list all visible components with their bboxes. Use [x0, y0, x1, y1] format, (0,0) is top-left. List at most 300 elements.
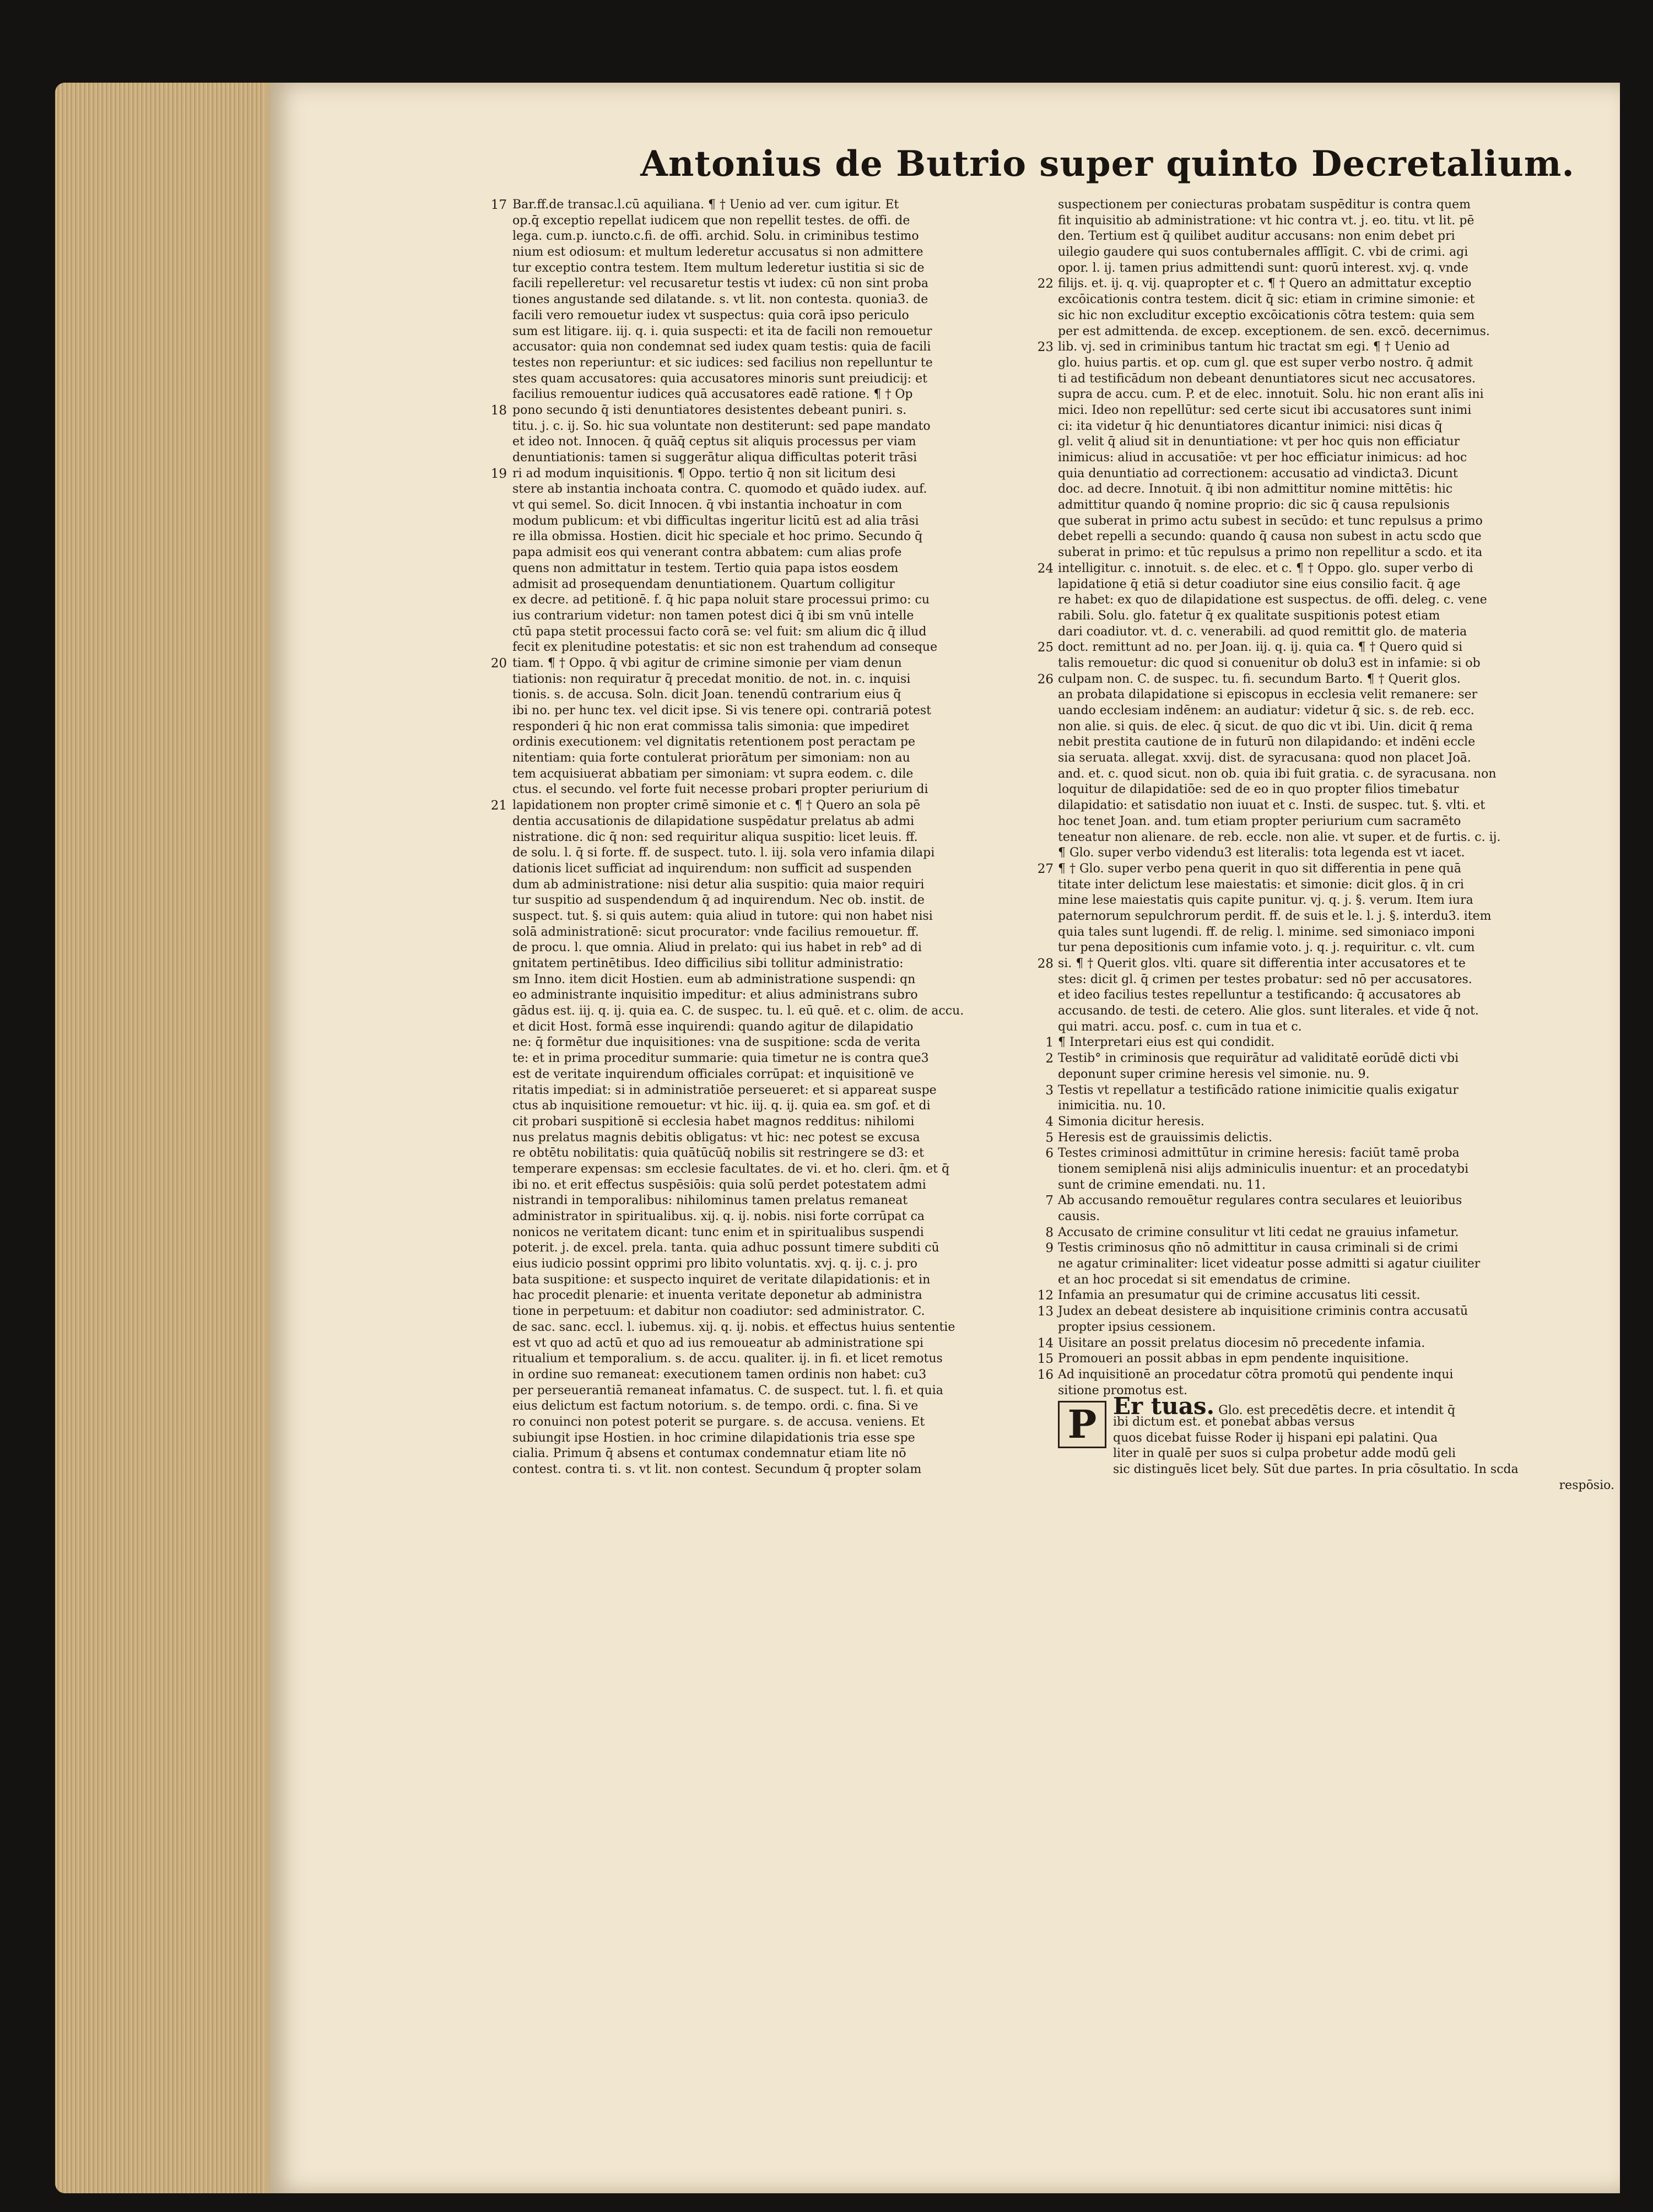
text-line: [1058, 245, 1614, 261]
text-line: [1058, 261, 1614, 277]
paragraph-line: [1058, 1393, 1614, 1420]
line-text: ¶ Glo. super verbo videndu3 est literalis: tota legenda est vt iacet.: [1058, 846, 1465, 860]
line-text: de sac. sanc. eccl. l. iubemus. xij. q. ij. nobis. et effectus huius sententie: [512, 1320, 955, 1334]
line-text: si. ¶ † Querit glos. vlti. quare sit differentia inter accusatores et te: [1058, 957, 1466, 970]
text-line: [512, 1399, 1074, 1415]
text-line: [512, 1367, 1074, 1383]
line-text: ibi no. per hunc tex. vel dicit ipse. Si vis tenere opi. contrariā potest: [512, 704, 932, 717]
line-text: eius delictum est factum notorium. s. de tempo. ordi. c. fina. Si ve: [512, 1399, 919, 1413]
line-text: supra de accu. cum. P. et de elec. innotuit. Solu. hic non erant alīs ini: [1058, 387, 1484, 402]
line-text: den. Tertium est q̄ quilibet auditur accusans: non enim debet pri: [1058, 229, 1455, 244]
line-text: in ordine suo remaneat: executionem tamen ordinis non habet: cu3: [512, 1367, 927, 1382]
line-text: doct. remittunt ad no. per Joan. iij. q. ij. quia ca. ¶ † Quero quid si: [1058, 640, 1463, 655]
text-line: [1058, 782, 1614, 798]
text-line: [512, 830, 1074, 846]
text-line: [1058, 403, 1614, 419]
line-text: ritatis impediat: si in administratiōe perseueret: et si appareat suspe: [512, 1083, 937, 1097]
text-line: [512, 387, 1074, 403]
line-text: dum ab administratione: nisi detur alia suspitio: quia maior requiri: [512, 877, 925, 892]
line-text: et ideo not. Innocen. q̄ quāq̄ ceptus sit aliquis processus per viam: [512, 435, 916, 449]
line-text: uando ecclesiam indēnem: an audiatur: videtur q̄ sic. s. de reb. ecc.: [1058, 704, 1474, 717]
line-text: sic hic non excluditur exceptio excōicationis cōtra testem: quia sem: [1058, 308, 1475, 322]
line-text: fit inquisitio ab administratione: vt hic contra vt. j. eo. titu. vt lit. pē: [1058, 213, 1474, 228]
text-line: [1037, 1304, 1614, 1320]
margin-number: 28: [1037, 957, 1054, 971]
text-line: [1058, 798, 1614, 814]
line-text: sum est litigare. iij. q. i. quia suspecti: et ita de facili non remouetur: [512, 324, 932, 338]
text-line: [1058, 592, 1614, 608]
text-line: [512, 1051, 1074, 1067]
text-line: [1058, 1098, 1614, 1114]
line-text: nus prelatus magnis debitis obligatus: vt hic: nec potest se excusa: [512, 1130, 920, 1145]
margin-number: 17: [490, 198, 507, 212]
line-text: talis remouetur: dic quod si conuenitur ob dolu3 est in infamie: si ob: [1058, 656, 1481, 670]
line-text: cialia. Primum q̄ absens et contumax condemnatur etiam lite nō: [512, 1447, 906, 1461]
text-line: [1058, 419, 1614, 435]
line-text: nistrandi in temporalibus: nihilominus tamen prelatus remaneat: [512, 1194, 908, 1208]
line-text: ri ad modum inquisitionis. ¶ Oppo. tertio q̄ non sit licitum desi: [512, 466, 896, 481]
margin-number: 4: [1045, 1114, 1054, 1129]
text-line: [512, 450, 1074, 466]
text-line: [512, 956, 1074, 972]
line-text: Testis criminosus qn̄o nō admittitur in causa criminali si de crimi: [1058, 1241, 1458, 1255]
text-line: [1058, 1162, 1614, 1178]
text-line: [512, 1162, 1074, 1178]
left-column: [490, 197, 1074, 1478]
catchword: respōsio.: [1559, 1478, 1614, 1492]
text-line: [512, 355, 1074, 371]
text-line: [1058, 893, 1614, 909]
line-text: gnitatem pertinētibus. Ideo difficilius sibi tollitur administratio:: [512, 957, 904, 970]
line-text: ex decre. ad petitionē. f. q̄ hic papa noluit stare processui primo: cu: [512, 593, 930, 607]
initial-letter: P: [1067, 1401, 1097, 1448]
text-line: [512, 1178, 1074, 1194]
line-text: nonicos ne veritatem dicant: tunc enim et in spiritualibus suspendi: [512, 1225, 924, 1239]
line-text: suberat in primo: et tūc repulsus a primo non repellitur a scdo. et ita: [1058, 546, 1483, 560]
margin-number: 20: [490, 656, 507, 671]
line-text: inimicitia. nu. 10.: [1058, 1099, 1166, 1113]
line-text: tionem semiplenā nisi alijs adminiculis inuentur: et an procedatybi: [1058, 1162, 1469, 1176]
text-line: [512, 1320, 1074, 1336]
text-line: [1037, 1367, 1614, 1383]
line-text: culpam non. C. de suspec. tu. fi. secundum Barto. ¶ † Querit glos.: [1058, 672, 1461, 686]
text-line: [512, 1256, 1074, 1272]
margin-number: 15: [1037, 1352, 1054, 1367]
text-line: [512, 261, 1074, 277]
text-line: [512, 940, 1074, 956]
text-line: [1058, 324, 1614, 340]
text-line: [1058, 498, 1614, 514]
line-text: gl. velit q̄ aliud sit in denuntiatione: vt per hoc quis non efficiatur: [1058, 435, 1460, 449]
line-text: titate inter delictum lese maiestatis: et simonie: dicit glos. q̄ in cri: [1058, 877, 1464, 892]
initial-paragraph: [1058, 1393, 1614, 1493]
text-line: [512, 545, 1074, 561]
line-text: tiationis: non requiratur q̄ precedat monitio. de not. in. c. inquisi: [512, 672, 911, 686]
line-text: modum publicum: et vbi difficultas ingeritur licitū est ad alia trāsi: [512, 514, 919, 528]
text-line: [512, 529, 1074, 545]
text-line: [512, 1225, 1074, 1241]
line-text: filijs. et. ij. q. vij. quapropter et c. ¶ † Quero an admittatur exceptio: [1058, 277, 1472, 291]
line-text: dilapidatio: et satisdatio non iuuat et c. Insti. de suspec. tut. §. vlti. et: [1058, 799, 1485, 813]
line-text: loquitur de dilapidatiōe: sed de eo in quo propter filios timebatur: [1058, 783, 1459, 797]
line-text: mici. Ideo non repellūtur: sed certe sicut ibi accusatores sunt inimi: [1058, 403, 1472, 417]
text-line: [512, 324, 1074, 340]
line-text: Accusato de crimine consulitur vt liti cedat ne grauius infametur.: [1058, 1225, 1459, 1239]
page-edges: [55, 83, 264, 2193]
line-text: et an hoc procedat si sit emendatus de crimine.: [1058, 1272, 1351, 1287]
text-line: [1058, 972, 1614, 988]
text-line: [1058, 751, 1614, 767]
line-text: tem acquisiuerat abbatiam per simoniam: vt supra eodem. c. dile: [512, 767, 914, 781]
text-line: [512, 1446, 1074, 1462]
text-line: [1037, 339, 1614, 355]
margin-number: 9: [1045, 1241, 1054, 1256]
margin-number: 18: [490, 403, 507, 418]
text-line: [512, 1209, 1074, 1225]
text-line: [1058, 529, 1614, 545]
line-text: sunt de crimine emendati. nu. 11.: [1058, 1178, 1266, 1192]
margin-number: 13: [1037, 1304, 1054, 1319]
text-line: [1045, 1146, 1614, 1162]
text-line: [1058, 687, 1614, 703]
text-line: [512, 877, 1074, 893]
line-text: est vt quo ad actū et quo ad ius remoueatur ab administratione spi: [512, 1336, 923, 1350]
text-line: [490, 798, 1074, 814]
line-text: fecit ex plenitudine potestatis: et sic non est trahendum ad conseque: [512, 640, 938, 655]
book: [55, 83, 1620, 2193]
paragraph-line: sic distinguēs licet bely. Sūt due partes. In pria cōsultatio. In scda: [1113, 1463, 1519, 1476]
line-text: teneatur non alienare. de reb. eccle. non alie. vt super. et de furtis. c. ij.: [1058, 830, 1501, 844]
line-text: quia tales sunt lugendi. ff. de relig. l. minime. sed simoniaco imponi: [1058, 925, 1475, 939]
line-text: ordinis executionem: vel dignitatis retentionem post peractam pe: [512, 735, 916, 749]
line-text: responderi q̄ hic non erat commissa talis simonia: que impediret: [512, 719, 909, 733]
text-line: [512, 814, 1074, 830]
line-text: sia seruata. allegat. xxvij. dist. de syracusana: quod non placet Joā.: [1058, 751, 1471, 765]
margin-number: 26: [1037, 672, 1054, 687]
line-text: nitentiam: quia forte contulerat priorātum per simoniam: non au: [512, 751, 910, 765]
text-line: [1058, 1256, 1614, 1272]
text-line: [512, 482, 1074, 498]
text-line: [512, 213, 1074, 229]
line-text: re illa obmissa. Hostien. dicit hic speciale et hoc primo. Secundo q̄: [512, 530, 923, 544]
text-line: [1058, 466, 1614, 482]
line-text: tur exceptio contra testem. Item multum lederetur iustitia si sic de: [512, 261, 925, 275]
right-column-lines: [1037, 197, 1614, 1399]
line-text: eo administrante inquisitio impeditur: et alius administrans subro: [512, 988, 918, 1002]
text-line: [512, 1304, 1074, 1320]
text-line: [1037, 672, 1614, 688]
margin-number: 25: [1037, 640, 1054, 655]
line-text: sitione promotus est.: [1058, 1383, 1188, 1398]
text-line: [512, 1019, 1074, 1035]
line-text: Testib° in criminosis que requirātur ad validitatē eorūdē dicti vbi: [1058, 1051, 1459, 1066]
text-line: [512, 608, 1074, 624]
text-line: [512, 640, 1074, 656]
line-text: stes: dicit gl. q̄ crimen per testes probatur: sed nō per accusatores.: [1058, 972, 1472, 986]
line-text: op.q̄ exceptio repellat iudicem que non repellit testes. de offi. de: [512, 213, 910, 228]
text-line: [512, 577, 1074, 593]
text-line: [1037, 1351, 1614, 1367]
line-text: ne: q̄ formētur due inquisitiones: vna de suspitione: scda de verita: [512, 1035, 921, 1050]
text-line: [512, 371, 1074, 387]
text-line: [512, 245, 1074, 261]
text-line: [1058, 877, 1614, 893]
text-line: [512, 1193, 1074, 1209]
text-line: [512, 1351, 1074, 1367]
text-line: [512, 782, 1074, 798]
text-line: [512, 767, 1074, 783]
text-line: [1045, 1051, 1614, 1067]
line-text: an probata dilapidatione si episcopus in ecclesia velit remanere: ser: [1058, 688, 1478, 702]
line-text: facili vero remouetur iudex vt suspectus: quia corā ipso periculo: [512, 308, 909, 322]
text-line: [1058, 988, 1614, 1004]
margin-number: 12: [1037, 1288, 1054, 1303]
line-text: facilius remouentur iudices quā accusatores eadē ratione. ¶ † Op: [512, 387, 913, 402]
line-text: tur suspitio ad suspendendum q̄ ad inquirendum. Nec ob. instit. de: [512, 893, 925, 908]
paragraph-line: liter in qualē per suos si culpa probetur adde modū geli: [1113, 1447, 1456, 1461]
text-line: [1037, 640, 1614, 656]
text-line: [1058, 197, 1614, 213]
text-line: [512, 308, 1074, 324]
margin-number: 3: [1045, 1083, 1054, 1098]
text-line: [512, 1431, 1074, 1447]
text-line: [1058, 1209, 1614, 1225]
text-line: [1037, 1336, 1614, 1352]
line-text: per perseuerantiā remaneat infamatus. C. de suspect. tut. l. fi. et quia: [512, 1383, 943, 1398]
text-line: [512, 909, 1074, 925]
text-line: [512, 751, 1074, 767]
line-text: ius contrarium videtur: non tamen potest dici q̄ ibi sm vnū intelle: [512, 608, 914, 623]
line-text: subiungit ipse Hostien. in hoc crimine dilapidationis tria esse spe: [512, 1431, 915, 1445]
paragraph-text: Glo. est precedētis decre. et intendit q̄: [1218, 1404, 1456, 1418]
line-text: que suberat in primo actu subest in secūdo: et tunc repulsus a primo: [1058, 514, 1483, 528]
text-line: [1058, 1272, 1614, 1288]
line-text: tiones angustande sed dilatande. s. vt lit. non contesta. quonia3. de: [512, 293, 928, 307]
line-text: hoc tenet Joan. and. tum etiam propter periurium cum sacramēto: [1058, 814, 1461, 828]
text-line: [1058, 925, 1614, 941]
line-text: nebit prestita cautione de in futurū non dilapidando: et indēni eccle: [1058, 735, 1476, 749]
line-text: ci: ita videtur q̄ hic denuntiatores dicantur inimici: nisi dicas q̄: [1058, 419, 1443, 433]
margin-number: 2: [1045, 1051, 1054, 1066]
margin-number: 27: [1037, 861, 1054, 876]
line-text: qui matri. accu. posf. c. cum in tua et c.: [1058, 1019, 1302, 1034]
line-text: propter ipsius cessionem.: [1058, 1320, 1216, 1334]
text-line: [1037, 956, 1614, 972]
text-line: [512, 1146, 1074, 1162]
text-line: [1045, 1240, 1614, 1256]
paragraph-line: ibi dictum est. et ponebat abbas versus: [1113, 1415, 1355, 1429]
page: [270, 83, 1620, 2193]
lemma: Er tuas.: [1113, 1393, 1215, 1420]
text-line: [512, 861, 1074, 877]
text-line: [1037, 561, 1614, 577]
text-line: [1058, 213, 1614, 229]
text-line: [512, 925, 1074, 941]
text-line: [512, 1288, 1074, 1304]
text-line: [1058, 450, 1614, 466]
line-text: ritualium et temporalium. s. de accu. qualiter. ij. in fi. et licet remotus: [512, 1352, 943, 1366]
text-line: [490, 403, 1074, 419]
line-text: Ad inquisitionē an procedatur cōtra promotū qui pendente inqui: [1058, 1367, 1454, 1382]
margin-number: 19: [490, 466, 507, 481]
line-text: ctus ab inquisitione remouetur: vt hic. iij. q. ij. quia ea. sm gof. et di: [512, 1099, 931, 1113]
running-title: Antonius de Butrio super quinto Decretalium.: [640, 143, 1575, 185]
line-text: dationis licet sufficiat ad inquirendum: non sufficit ad suspenden: [512, 861, 912, 876]
text-line: [512, 514, 1074, 530]
text-line: [1058, 624, 1614, 640]
line-text: excōicationis contra testem. dicit q̄ sic: etiam in crimine simonie: et: [1058, 293, 1475, 307]
text-line: [1058, 1004, 1614, 1019]
line-text: Bar.ff.de transac.l.cū aquiliana. ¶ † Uenio ad ver. cum igitur. Et: [512, 198, 899, 212]
text-line: [1058, 1067, 1614, 1083]
line-text: re obtētu nobilitatis: quia quātūcūq̄ nobilis sit restringere se d3: et: [512, 1146, 924, 1161]
line-text: denuntiationis: tamen si suggerātur aliqua difficultas poterit trāsi: [512, 451, 917, 465]
line-text: Testis vt repellatur a testificādo ratione inimicitie qualis exigatur: [1058, 1083, 1458, 1097]
line-text: gādus est. iij. q. ij. quia ea. C. de suspec. tu. l. eū quē. et c. olim. de accu.: [512, 1004, 964, 1018]
line-text: debet repelli a secundo: quando q̄ causa non subest in actu scdo que: [1058, 530, 1482, 544]
text-line: [512, 292, 1074, 308]
text-line: [1058, 814, 1614, 830]
text-line: [1037, 1288, 1614, 1304]
line-text: tiam. ¶ † Oppo. q̄ vbi agitur de crimine simonie per viam denun: [512, 656, 902, 670]
text-line: [512, 972, 1074, 988]
line-text: de procu. l. que omnia. Aliud in prelato: qui ius habet in reb° ad di: [512, 941, 922, 955]
text-line: [512, 719, 1074, 735]
text-line: [1058, 577, 1614, 593]
line-text: glo. huius partis. et op. cum gl. que est super verbo nostro. q̄ admit: [1058, 355, 1473, 370]
line-text: eius iudicio possint opprimi pro libito voluntatis. xvj. q. ij. c. j. pro: [512, 1257, 918, 1271]
text-line: [512, 1130, 1074, 1146]
text-line: [1058, 545, 1614, 561]
text-line: [1058, 703, 1614, 719]
line-text: accusator: quia non condemnat sed iudex quam testis: quia de facili: [512, 340, 931, 354]
line-text: quia denuntiatio ad correctionem: accusatio ad vindicta3. Dicunt: [1058, 466, 1458, 481]
line-text: tur pena depositionis cum infamie voto. j. q. j. requiritur. c. vlt. cum: [1058, 941, 1475, 955]
line-text: poterit. j. de excel. prela. tanta. quia adhuc possunt timere subditi cū: [512, 1241, 939, 1255]
line-text: Ab accusando remouētur regulares contra seculares et leuioribus: [1058, 1194, 1462, 1208]
text-line: [1058, 371, 1614, 387]
line-text: lega. cum.p. iuncto.c.fi. de offi. archid. Solu. in criminibus testimo: [512, 229, 919, 244]
line-text: cit probari suspitionē si ecclesia habet magnos redditus: nihilomi: [512, 1114, 915, 1129]
line-text: doc. ad decre. Innotuit. q̄ ibi non admittitur nomine mittētis: hic: [1058, 482, 1453, 497]
text-line: [490, 197, 1074, 213]
line-text: uilegio gaudere qui suos contubernales afflīgit. C. vbi de crimi. agi: [1058, 245, 1468, 260]
line-text: inimicus: aliud in accusatiōe: vt per hoc efficiatur inimicus: ad hoc: [1058, 451, 1467, 465]
line-text: solā administrationē: sicut procurator: vnde facilius remouetur. ff.: [512, 925, 919, 939]
line-text: quens non admittatur in testem. Tertio quia papa istos eosdem: [512, 561, 899, 575]
text-line: [1058, 1320, 1614, 1336]
line-text: Testes criminosi admittūtur in crimine heresis: faciūt tamē proba: [1058, 1146, 1460, 1161]
line-text: paternorum sepulchrorum perdit. ff. de suis et le. l. j. §. interdu3. item: [1058, 909, 1492, 923]
text-line: [512, 339, 1074, 355]
line-text: et ideo facilius testes repelluntur a testificando: q̄ accusatores ab: [1058, 988, 1461, 1002]
line-text: titu. j. c. ij. So. hic sua voluntate non destiterunt: sed pape mandato: [512, 419, 931, 433]
text-line: [490, 656, 1074, 672]
text-line: [512, 624, 1074, 640]
text-line: [512, 434, 1074, 450]
text-line: [512, 561, 1074, 577]
line-text: re habet: ex quo de dilapidatione est suspectus. de offi. deleg. c. vene: [1058, 593, 1487, 607]
line-text: papa admisit eos qui venerant contra abbatem: cum alias profe: [512, 546, 902, 560]
text-line: [512, 687, 1074, 703]
text-line: [512, 1114, 1074, 1130]
margin-number: 1: [1045, 1035, 1054, 1050]
text-line: [1058, 940, 1614, 956]
right-column: [1037, 197, 1614, 1493]
text-line: [1045, 1114, 1614, 1130]
margin-number: 22: [1037, 277, 1054, 292]
text-line: [1037, 861, 1614, 877]
paragraph-line: quos dicebat fuisse Roder ij hispani epi palatini. Qua: [1113, 1431, 1438, 1445]
text-line: [1045, 1130, 1614, 1146]
line-text: sm Inno. item dicit Hostien. eum ab administratione suspendi: qn: [512, 972, 916, 986]
text-line: [1058, 1178, 1614, 1194]
text-line: [512, 1004, 1074, 1019]
text-line: [1045, 1193, 1614, 1209]
margin-number: 5: [1045, 1130, 1054, 1145]
text-line: [512, 229, 1074, 245]
margin-number: 7: [1045, 1194, 1054, 1208]
line-text: et dicit Host. formā esse inquirendi: quando agitur de dilapidatio: [512, 1019, 914, 1034]
line-text: Infamia an presumatur qui de crimine accusatus liti cessit.: [1058, 1288, 1420, 1303]
margin-number: 14: [1037, 1336, 1054, 1351]
text-line: [512, 672, 1074, 688]
line-text: Simonia dicitur heresis.: [1058, 1114, 1204, 1129]
margin-number: 23: [1037, 340, 1054, 355]
text-line: [1058, 514, 1614, 530]
line-text: administrator in spiritualibus. xij. q. ij. nobis. nisi forte corrūpat ca: [512, 1210, 925, 1223]
text-line: [1058, 608, 1614, 624]
text-line: [512, 703, 1074, 719]
line-text: tionis. s. de accusa. Soln. dicit Joan. tenendū contrarium eius q̄: [512, 688, 901, 702]
line-text: dari coadiutor. vt. d. c. venerabili. ad quod remittit glo. de materia: [1058, 624, 1467, 639]
text-line: [1045, 1083, 1614, 1099]
text-line: [1058, 845, 1614, 861]
text-line: [512, 1083, 1074, 1099]
text-line: [512, 845, 1074, 861]
text-line: [1045, 1035, 1614, 1051]
line-text: ctū papa stetit processui facto corā se: vel fuit: sm alium dic q̄ illud: [512, 624, 927, 639]
line-text: suspectionem per coniecturas probatam suspēditur is contra quem: [1058, 198, 1471, 212]
line-text: intelligitur. c. innotuit. s. de elec. et c. ¶ † Oppo. glo. super verbo di: [1058, 561, 1473, 575]
line-text: rabili. Solu. glo. fatetur q̄ ex qualitate suspitionis potest etiam: [1058, 608, 1440, 623]
text-line: [490, 466, 1074, 482]
line-text: Heresis est de grauissimis delictis.: [1058, 1130, 1272, 1145]
line-text: and. et. c. quod sicut. non ob. quia ibi fuit gratia. c. de syracusana. non: [1058, 767, 1497, 781]
text-line: [512, 1383, 1074, 1399]
line-text: opor. l. ij. tamen prius admittendi sunt: quorū interest. xvj. q. vnde: [1058, 261, 1468, 275]
margin-number: 24: [1037, 561, 1054, 576]
text-line: [512, 1098, 1074, 1114]
line-text: nistratione. dic q̄ non: sed requiritur aliqua suspitio: licet leuis. ff.: [512, 830, 918, 844]
line-text: lapidationem non propter crimē simonie et c. ¶ † Quero an sola pē: [512, 799, 921, 813]
line-text: nium est odiosum: et multum lederetur accusatus si non admittere: [512, 245, 923, 260]
line-text: ¶ Interpretari eius est qui condidit.: [1058, 1035, 1275, 1050]
line-text: non alie. si quis. de elec. q̄ sicut. de quo dic vt ibi. Uin. dicit q̄ rema: [1058, 719, 1473, 733]
text-line: [512, 1336, 1074, 1352]
line-text: deponunt super crimine heresis vel simonie. nu. 9.: [1058, 1067, 1370, 1081]
text-line: [512, 988, 1074, 1004]
text-line: [512, 1415, 1074, 1431]
text-line: [512, 893, 1074, 909]
text-line: [512, 498, 1074, 514]
line-text: ti ad testificādum non debeant denuntiatores sicut nec accusatores.: [1058, 371, 1476, 386]
line-text: per est admittenda. de excep. exceptionem. de sen. excō. decernimus.: [1058, 324, 1490, 338]
text-line: [512, 419, 1074, 435]
margin-number: 16: [1037, 1367, 1054, 1382]
text-line: [512, 276, 1074, 292]
text-line: [512, 1462, 1074, 1478]
